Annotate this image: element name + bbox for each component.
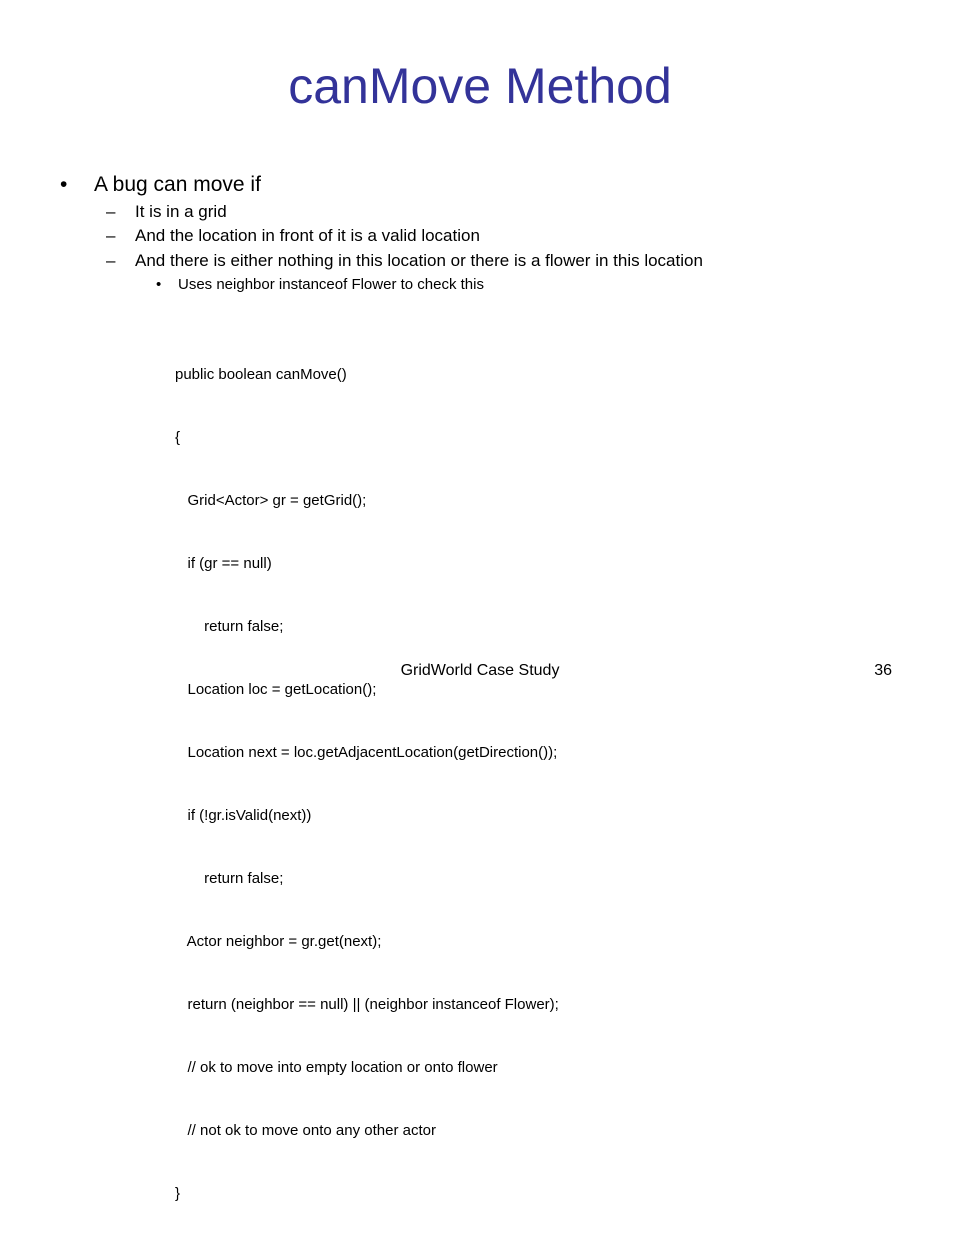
sub-bullet-text: It is in a grid	[135, 202, 227, 221]
code-line: return false;	[175, 870, 284, 887]
bullet-marker: •	[60, 173, 68, 196]
sub-bullet-text: And there is either nothing in this location or there is a flower in this location	[135, 251, 703, 270]
bullet-marker: •	[156, 276, 162, 293]
dash-marker: –	[106, 202, 116, 221]
code-line: Location next = loc.getAdjacentLocation(getDirection());	[175, 744, 558, 761]
code-line: if (gr == null)	[175, 555, 272, 572]
code-line: if (!gr.isValid(next))	[175, 807, 312, 824]
code-line: return false;	[175, 618, 284, 635]
code-line: Actor neighbor = gr.get(next);	[175, 933, 382, 950]
bullet-text: A bug can move if	[94, 173, 261, 196]
code-line: return (neighbor == null) || (neighbor instanceof Flower);	[175, 996, 559, 1013]
footer-title: GridWorld Case Study	[400, 662, 560, 679]
code-line: }	[175, 1185, 181, 1202]
page-number: 36	[874, 662, 892, 679]
dash-marker: –	[106, 251, 116, 270]
code-line: {	[175, 429, 181, 446]
code-line: // ok to move into empty location or onto flower	[175, 1059, 498, 1076]
sub-bullet-text: And the location in front of it is a valid location	[135, 226, 480, 245]
code-line: Location loc = getLocation();	[175, 681, 377, 698]
code-line: public boolean canMove()	[175, 366, 347, 383]
code-line: // not ok to move onto any other actor	[175, 1122, 436, 1139]
code-block	[175, 322, 559, 1246]
code-line: Grid<Actor> gr = getGrid();	[175, 492, 367, 509]
slide-title: canMove Method	[288, 58, 672, 114]
dash-marker: –	[106, 226, 116, 245]
sub-sub-bullet-text: Uses neighbor instanceof Flower to check this	[178, 276, 484, 293]
